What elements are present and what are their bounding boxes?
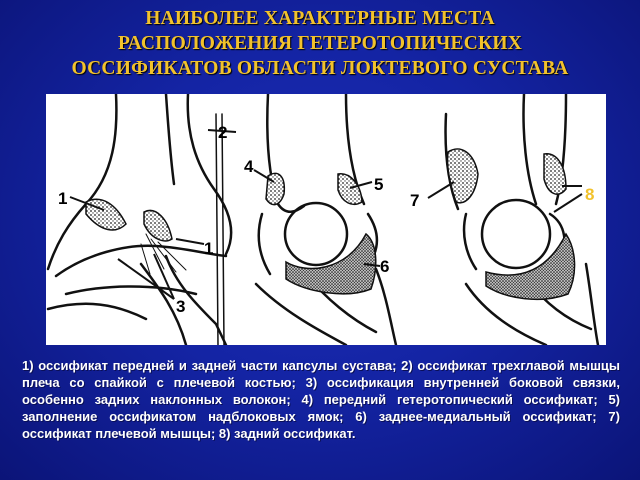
label-8-wrapper (584, 183, 604, 205)
ossificate-fossa-5 (338, 174, 362, 205)
ossificate-capsule-anterior (86, 199, 126, 230)
figure-caption: 1) оссификат передней и задней части капсулы сустава; 2) оссификат трехглавой мышцы плеча со спайкой с плечевой костью; 3) оссификация внутренней боковой связки, особенно задних наклонных волокон; 4) передний гетеротопический оссификат; 5) заполнение оссификатом надблоковых ямок; 6) заднее-медиальный оссификат; 7) оссификат плечевой мышцы; 8) задний оссификат. (22, 358, 620, 441)
label-4: 4 (244, 157, 254, 176)
label-1-right: 1 (204, 239, 214, 258)
label-1-left: 1 (58, 189, 68, 208)
drawing-posterior-elbow (256, 94, 396, 345)
slide-title (0, 6, 640, 81)
ossificate-capsule-posterior (144, 211, 172, 241)
title-line-3: ОССИФИКАТОВ ОБЛАСТИ ЛОКТЕВОГО СУСТАВА (71, 58, 569, 79)
drawing-lateral-elbow (48, 94, 231, 345)
label-3: 3 (176, 297, 186, 316)
title-line-1: НАИБОЛЕЕ ХАРАКТЕРНЫЕ МЕСТА (145, 8, 495, 29)
elbow-drawings (46, 94, 606, 345)
elbow-illustration (46, 94, 606, 345)
drawing-brachialis-elbow (446, 94, 599, 345)
label-7: 7 (410, 191, 420, 210)
label-8: 8 (585, 185, 595, 204)
title-line-2: РАСПОЛОЖЕНИЯ ГЕТЕРОТОПИЧЕСКИХ (118, 33, 522, 54)
label-5: 5 (374, 175, 384, 194)
label-6: 6 (380, 257, 390, 276)
label-2: 2 (218, 123, 228, 142)
